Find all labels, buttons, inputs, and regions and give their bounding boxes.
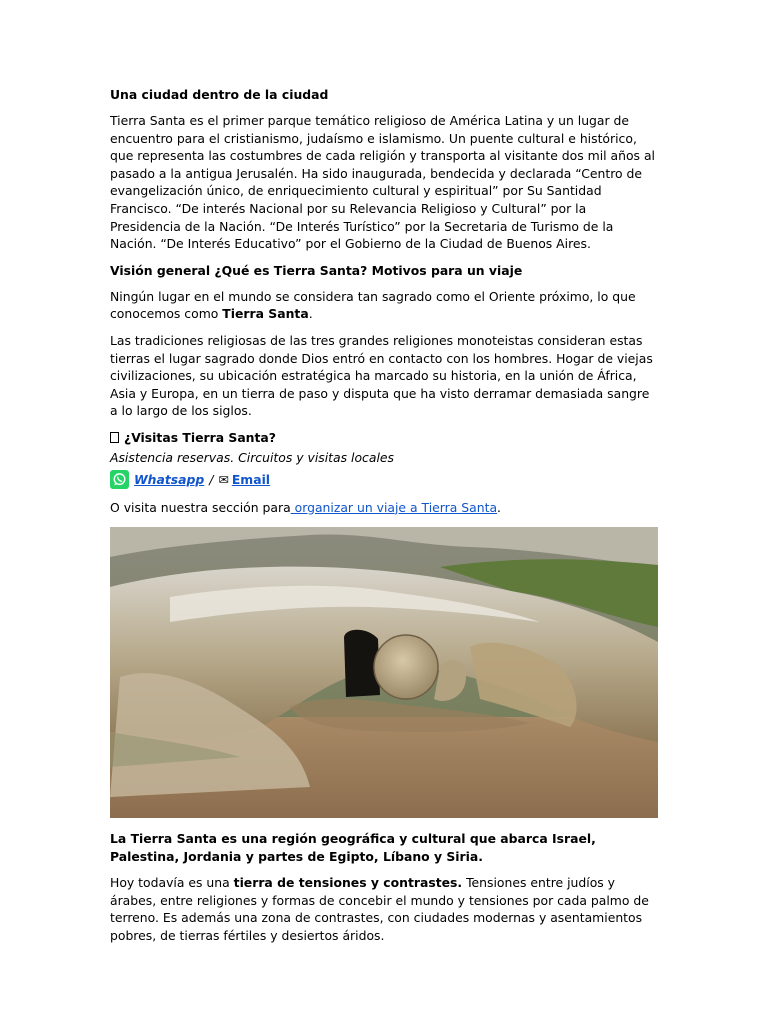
paragraph-organize: O visita nuestra sección para organizar un viaje a Tierra Santa. — [110, 499, 501, 515]
garden-tomb-photo — [110, 527, 658, 818]
section-heading-vision: Visión general ¿Qué es Tierra Santa? Motivos para un viaje — [110, 262, 523, 278]
document-page — [110, 86, 658, 954]
paragraph-tradiciones: Las tradiciones religiosas de las tres grandes religiones monoteistas consideran estas tierras el lugar sagrado donde Dios entró en contacto con los hombres. Hogar de viejas civilizaciones, su ubicación estratégica ha marcado su historia, en la unión de África, Asia y Europa, en un tierra de paso y disputa que ha visto derramar demasiada sangre a lo largo de los siglos. — [110, 332, 653, 419]
whatsapp-icon — [110, 470, 129, 489]
bold-tensiones: tierra de tensiones y contrastes. — [233, 875, 463, 891]
paragraph-region: La Tierra Santa es una región geográfica y cultural que abarca Israel, Palestina, Jordania y partes de Egipto, Líbano y Siria. — [110, 831, 596, 864]
whatsapp-link[interactable]: Whatsapp — [134, 471, 205, 487]
organize-trip-link[interactable]: organizar un viaje a Tierra Santa — [290, 499, 498, 515]
paragraph-tensiones: Hoy todavía es una tierra de tensiones y contrastes. Tensiones entre judíos y árabes, entre religiones y formas de concebir el mundo y tensiones por cada palmo de terreno. Es además una zona de contrastes, con ciudades modernas y asentamientos pobres, de tierras fértiles y desiertos áridos. — [110, 875, 649, 944]
missing-glyph-icon — [110, 432, 119, 443]
visit-heading: ¿Visitas Tierra Santa? — [110, 429, 658, 446]
paragraph-intro: Tierra Santa es el primer parque temático religioso de América Latina y un lugar de encuentro para el cristianismo, judaísmo e islamismo. Un puente cultural e histórico, que representa las costumbres de cada religión y transporta al visitante dos mil años al pasado a la antigua Jerusalén. Ha sido inaugurada, bendecida y declarada “Centro de evangelización único, de enriquecimiento cultural y espiritual” por Su Santidad Francisco. “De interés Nacional por su Relevancia Religioso y Cultural” por la Presidencia de la Nación. “De Interés Turístico” por la Secretaria de Turismo de la Nación. “De Interés Educativo” por el Gobierno de la Ciudad de Buenos Aires. — [110, 113, 655, 252]
paragraph-oriente: Ningún lugar en el mundo se considera tan sagrado como el Oriente próximo, lo que conocemos como Tierra Santa. — [110, 288, 636, 322]
visit-subtitle: Asistencia reservas. Circuitos y visitas locales — [110, 449, 394, 465]
bold-tierra-santa: Tierra Santa — [222, 306, 309, 322]
contact-row — [110, 470, 658, 489]
envelope-icon: ✉ — [218, 471, 229, 487]
email-link[interactable]: Email — [231, 471, 271, 487]
contact-separator: / — [209, 471, 214, 487]
section-heading-ciudad: Una ciudad dentro de la ciudad — [110, 87, 329, 102]
